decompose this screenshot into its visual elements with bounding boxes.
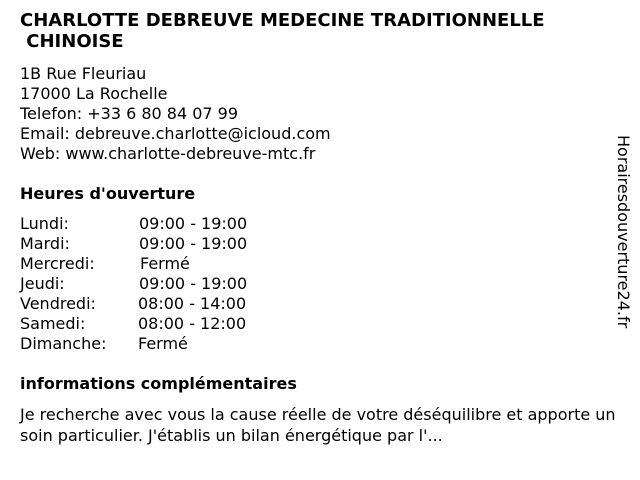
- day-label: Dimanche:: [20, 334, 107, 353]
- hours-row-thursday: [20, 274, 420, 294]
- watermark-text: Horairesdouverture24.fr: [614, 135, 633, 329]
- contact-details: [20, 64, 600, 164]
- opening-hours-list: [20, 214, 420, 354]
- hours-value: 08:00 - 12:00: [138, 314, 247, 333]
- day-label: Jeudi:: [20, 274, 65, 293]
- day-label: Lundi:: [20, 214, 69, 233]
- hours-value: Fermé: [138, 334, 188, 353]
- hours-value: 08:00 - 14:00: [138, 294, 247, 313]
- day-label: Mardi:: [20, 234, 70, 253]
- hours-value: Fermé: [140, 254, 190, 273]
- hours-row-monday: [20, 214, 420, 234]
- hours-value: 09:00 - 19:00: [139, 234, 248, 253]
- business-name: CHARLOTTE DEBREUVE MEDECINE TRADITIONNELLE CHINOISE: [20, 10, 545, 52]
- street-address: 1B Rue Fleuriau: [20, 64, 147, 83]
- hours-row-tuesday: [20, 234, 420, 254]
- phone-number: Telefon: +33 6 80 84 07 99: [20, 104, 239, 123]
- opening-hours-heading: Heures d'ouverture: [20, 184, 196, 203]
- hours-row-friday: [20, 294, 420, 314]
- hours-value: 09:00 - 19:00: [139, 214, 248, 233]
- day-label: Mercredi:: [20, 254, 95, 273]
- hours-row-saturday: [20, 314, 420, 334]
- website-address: Web: www.charlotte-debreuve-mtc.fr: [20, 144, 316, 163]
- hours-value: 09:00 - 19:00: [139, 274, 248, 293]
- day-label: Vendredi:: [20, 294, 96, 313]
- postal-city: 17000 La Rochelle: [20, 84, 168, 103]
- additional-info-heading: informations complémentaires: [20, 374, 297, 393]
- hours-row-sunday: [20, 334, 420, 354]
- hours-row-wednesday: [20, 254, 420, 274]
- additional-info-text: Je recherche avec vous la cause réelle de votre déséquilibre et apporte un soin particulier. J'établis un bilan énergétique par l'...: [20, 405, 616, 445]
- day-label: Samedi:: [20, 314, 86, 333]
- email-address: Email: debreuve.charlotte@icloud.com: [20, 124, 331, 143]
